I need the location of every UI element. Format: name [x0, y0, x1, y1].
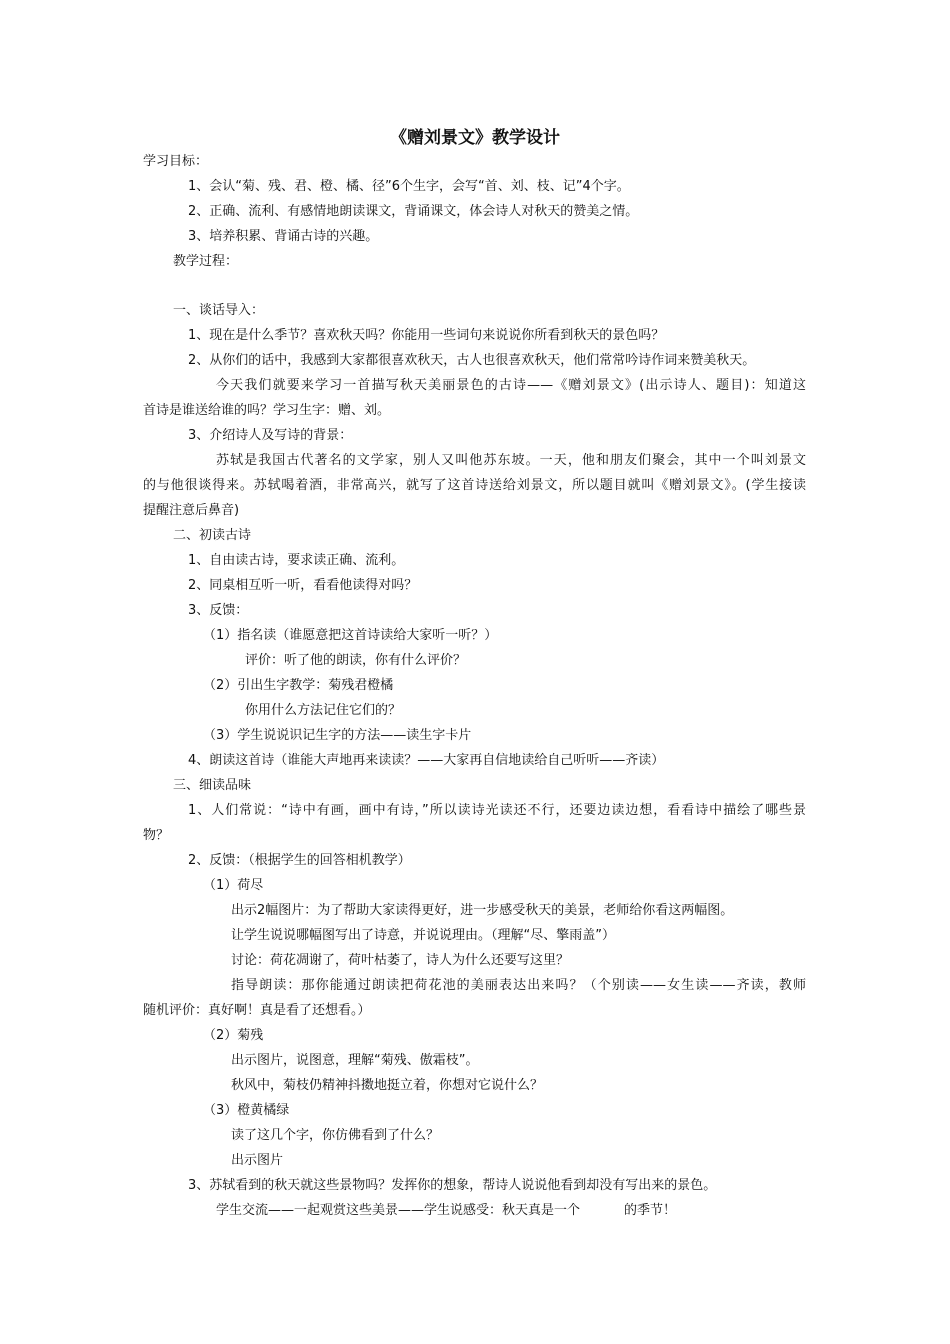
section-heading-goals: 学习目标：	[143, 154, 209, 169]
paragraph-line: 出示图片，说图意，理解“菊残、傲霜枝”。	[231, 1053, 479, 1068]
paragraph-line: 出示图片	[231, 1153, 284, 1168]
paragraph-line: 2、同桌相互听一听，看看他读得对吗？	[188, 578, 418, 593]
paragraph-line: 今天我们就要来学习一首描写秋天美丽景色的古诗——《赠刘景文》(出示诗人、题目)：知道这	[216, 378, 806, 393]
paragraph-line: 物？	[143, 828, 170, 843]
paragraph-line: 提醒注意后鼻音)	[143, 503, 240, 518]
paragraph-line: 3、苏轼看到的秋天就这些景物吗？发挥你的想象，帮诗人说说他看到却没有写出来的景色。	[188, 1178, 717, 1193]
part-heading-2: 二、初读古诗	[173, 528, 252, 543]
paragraph-line: 指导朗读：那你能通过朗读把荷花池的美丽表达出来吗？（个别读——女生读——齐读，教师	[231, 978, 806, 993]
paragraph-line: 1、现在是什么季节？喜欢秋天吗？你能用一些词句来说说你所看到秋天的景色吗？	[188, 328, 665, 343]
paragraph-line: 2、从你们的话中，我感到大家都很喜欢秋天，古人也很喜欢秋天，他们常常吟诗作词来赞美秋天。	[188, 353, 756, 368]
paragraph-line: 3、反馈：	[188, 603, 249, 618]
paragraph-line: 4、朗读这首诗（谁能大声地再来读读？——大家再自信地读给自己听听——齐读）	[188, 753, 665, 768]
paragraph-line: 讨论：荷花凋谢了，荷叶枯萎了，诗人为什么还要写这里？	[231, 953, 570, 968]
paragraph-line: （2）引出生字教学：菊残君橙橘	[203, 678, 394, 693]
goal-item-3: 3、培养积累、背诵古诗的兴趣。	[188, 229, 379, 244]
part-heading-1: 一、谈话导入：	[173, 303, 265, 318]
paragraph-line: （1）指名读（谁愿意把这首诗读给大家听一听？）	[203, 628, 498, 643]
paragraph-line: 随机评价：真好啊！真是看了还想看。）	[143, 1003, 371, 1018]
paragraph-line: 出示2幅图片：为了帮助大家读得更好，进一步感受秋天的美景，老师给你看这两幅图。	[231, 903, 734, 918]
paragraph-line-fill-blank	[216, 1201, 676, 1221]
paragraph-line: 秋风中，菊枝仍精神抖擞地挺立着，你想对它说什么？	[231, 1078, 544, 1093]
paragraph-line: 让学生说说哪幅图写出了诗意，并说说理由。（理解“尽、擎雨盖”）	[231, 928, 615, 943]
paragraph-line: 2、反馈：（根据学生的回答相机教学）	[188, 853, 411, 868]
goal-item-1: 1、会认“菊、残、君、橙、橘、径”6个生字，会写“首、刘、枝、记”4个字。	[188, 179, 630, 194]
paragraph-line: （3）学生说说识记生字的方法——读生字卡片	[203, 728, 472, 743]
part-heading-3: 三、细读品味	[173, 778, 252, 793]
paragraph-line: 你用什么方法记住它们的？	[245, 703, 402, 718]
paragraph-line: 1、自由读古诗，要求读正确、流利。	[188, 553, 405, 568]
paragraph-line: （2）菊残	[203, 1028, 264, 1043]
fill-blank-text-after: 的季节！	[624, 1203, 677, 1218]
document-title: 《赠刘景文》教学设计	[390, 128, 560, 148]
paragraph-line: 3、介绍诗人及写诗的背景：	[188, 428, 353, 443]
paragraph-line: 首诗是谁送给谁的吗？学习生字：赠、刘。	[143, 403, 391, 418]
paragraph-line: 的与他很谈得来。苏轼喝着酒，非常高兴，就写了这首诗送给刘景文，所以题目就叫《赠刘景文》。(学生接读	[143, 478, 806, 493]
paragraph-line: 1、人们常说：“诗中有画，画中有诗，”所以读诗光读还不行，还要边读边想，看看诗中描绘了哪些景	[188, 803, 806, 818]
paragraph-line: 苏轼是我国古代著名的文学家，别人又叫他苏东坡。一天，他和朋友们聚会，其中一个叫刘景文	[216, 453, 806, 468]
goal-item-2: 2、正确、流利、有感情地朗读课文，背诵课文，体会诗人对秋天的赞美之情。	[188, 204, 639, 219]
fill-blank-text-before: 学生交流——一起观赏这些美景——学生说感受：秋天真是一个	[216, 1203, 581, 1218]
paragraph-line: （3）橙黄橘绿	[203, 1103, 290, 1118]
paragraph-line: 评价：听了他的朗读，你有什么评价？	[245, 653, 467, 668]
paragraph-line: 读了这几个字，你仿佛看到了什么？	[231, 1128, 440, 1143]
section-heading-process: 教学过程：	[173, 254, 239, 269]
paragraph-line: （1）荷尽	[203, 878, 264, 893]
